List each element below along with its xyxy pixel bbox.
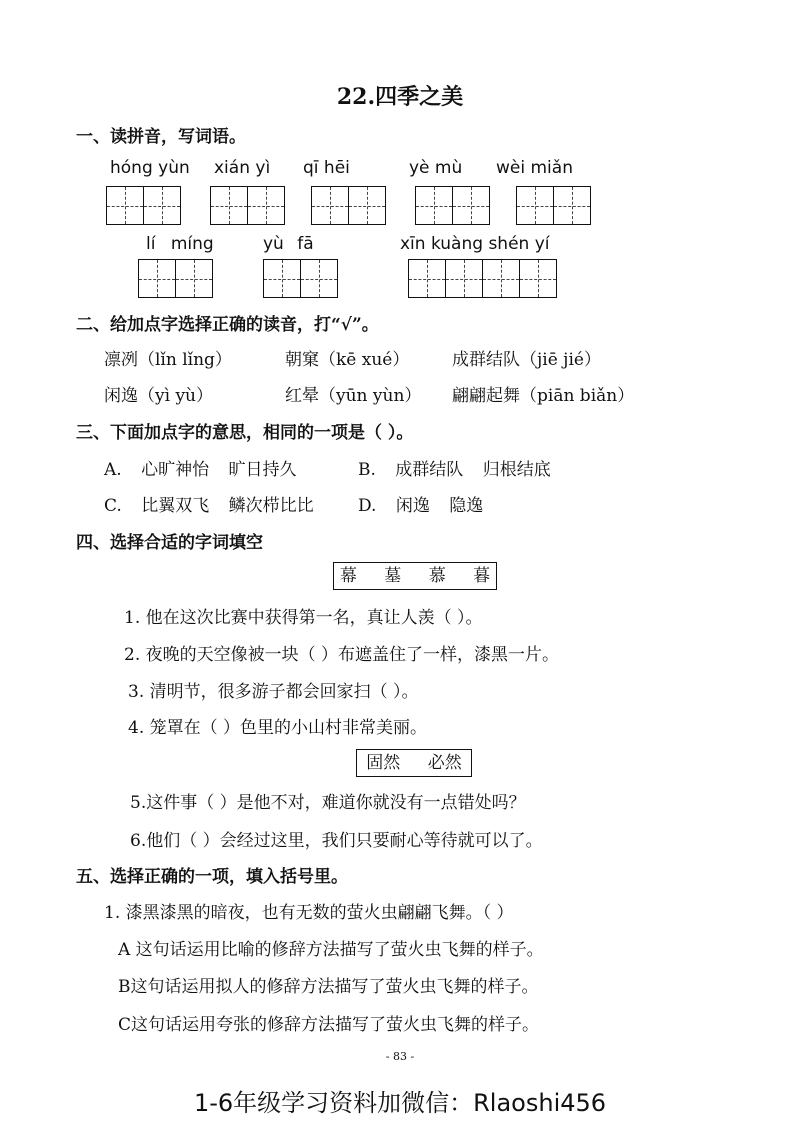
section1-heading: 一、读拼音，写词语。: [76, 127, 246, 147]
section3-heading: 三、下面加点字的意思，相同的一项是（ ）。: [76, 423, 414, 443]
choice-option: A 这句话运用比喻的修辞方法描写了萤火虫飞舞的样子。: [118, 940, 544, 960]
fill-sentence: 4. 笼罩在（ ）色里的小山村非常美丽。: [128, 718, 428, 738]
page-title: 22.四季之美: [336, 84, 464, 110]
word-choice-box: 幕 墓 慕 暮: [333, 562, 497, 590]
writing-grid[interactable]: [263, 259, 338, 298]
fill-sentence: 6.他们（ ）会经过这里，我们只要耐心等待就可以了。: [130, 831, 543, 851]
pinyin-label: lí míng: [146, 234, 214, 254]
writing-grid[interactable]: [408, 259, 557, 298]
question: 1. 漆黑漆黑的暗夜，也有无数的萤火虫翩翩飞舞。（ ）: [104, 903, 514, 923]
option-a: A. 心旷神怡 旷日持久: [104, 460, 297, 480]
writing-grid[interactable]: [106, 186, 181, 225]
reading-item: 朝窠（kē xué）: [285, 350, 410, 370]
reading-item: 成群结队（jiē jié）: [452, 350, 601, 370]
pinyin-label: yè mù: [409, 158, 463, 178]
reading-item: 翩翩起舞（piān biǎn）: [452, 386, 635, 406]
reading-item: 闲逸（yì yù）: [104, 386, 213, 406]
option-c: C. 比翼双飞 鳞次栉比比: [104, 496, 314, 516]
option-d: D. 闲逸 隐逸: [358, 496, 484, 516]
fill-sentence: 2. 夜晚的天空像被一块（ ）布遮盖住了一样，漆黑一片。: [124, 645, 560, 665]
section2-heading: 二、给加点字选择正确的读音，打“√”。: [76, 315, 379, 335]
word-choice-box: 固然 必然: [356, 749, 472, 777]
pinyin-label: wèi miǎn: [496, 158, 573, 178]
section4-heading: 四、选择合适的字词填空: [76, 533, 263, 553]
pinyin-label: yù fā: [263, 234, 314, 254]
pinyin-label: qī hēi: [303, 158, 350, 178]
reading-item: 凛冽（lǐn lǐng）: [104, 350, 232, 370]
pinyin-label: xīn kuàng shén yí: [400, 234, 550, 254]
writing-grid[interactable]: [516, 186, 591, 225]
fill-sentence: 1. 他在这次比赛中获得第一名，真让人羡（ ）。: [124, 608, 483, 628]
section5-heading: 五、选择正确的一项，填入括号里。: [76, 867, 348, 887]
pinyin-label: xián yì: [214, 158, 271, 178]
page-number: - 83 -: [385, 1050, 415, 1063]
option-b: B. 成群结队 归根结底: [358, 460, 551, 480]
writing-grid[interactable]: [415, 186, 490, 225]
reading-item: 红晕（yūn yùn）: [285, 386, 422, 406]
fill-sentence: 5.这件事（ ）是他不对，难道你就没有一点错处吗？: [130, 793, 526, 813]
footer-text: 1-6年级学习资料加微信：Rlaoshi456: [193, 1089, 607, 1117]
writing-grid[interactable]: [210, 186, 285, 225]
pinyin-label: hóng yùn: [110, 158, 190, 178]
fill-sentence: 3. 清明节，很多游子都会回家扫（ ）。: [128, 682, 419, 702]
choice-option: C这句话运用夸张的修辞方法描写了萤火虫飞舞的样子。: [118, 1015, 540, 1035]
writing-grid[interactable]: [311, 186, 386, 225]
choice-option: B这句话运用拟人的修辞方法描写了萤火虫飞舞的样子。: [118, 977, 539, 997]
writing-grid[interactable]: [138, 259, 213, 298]
